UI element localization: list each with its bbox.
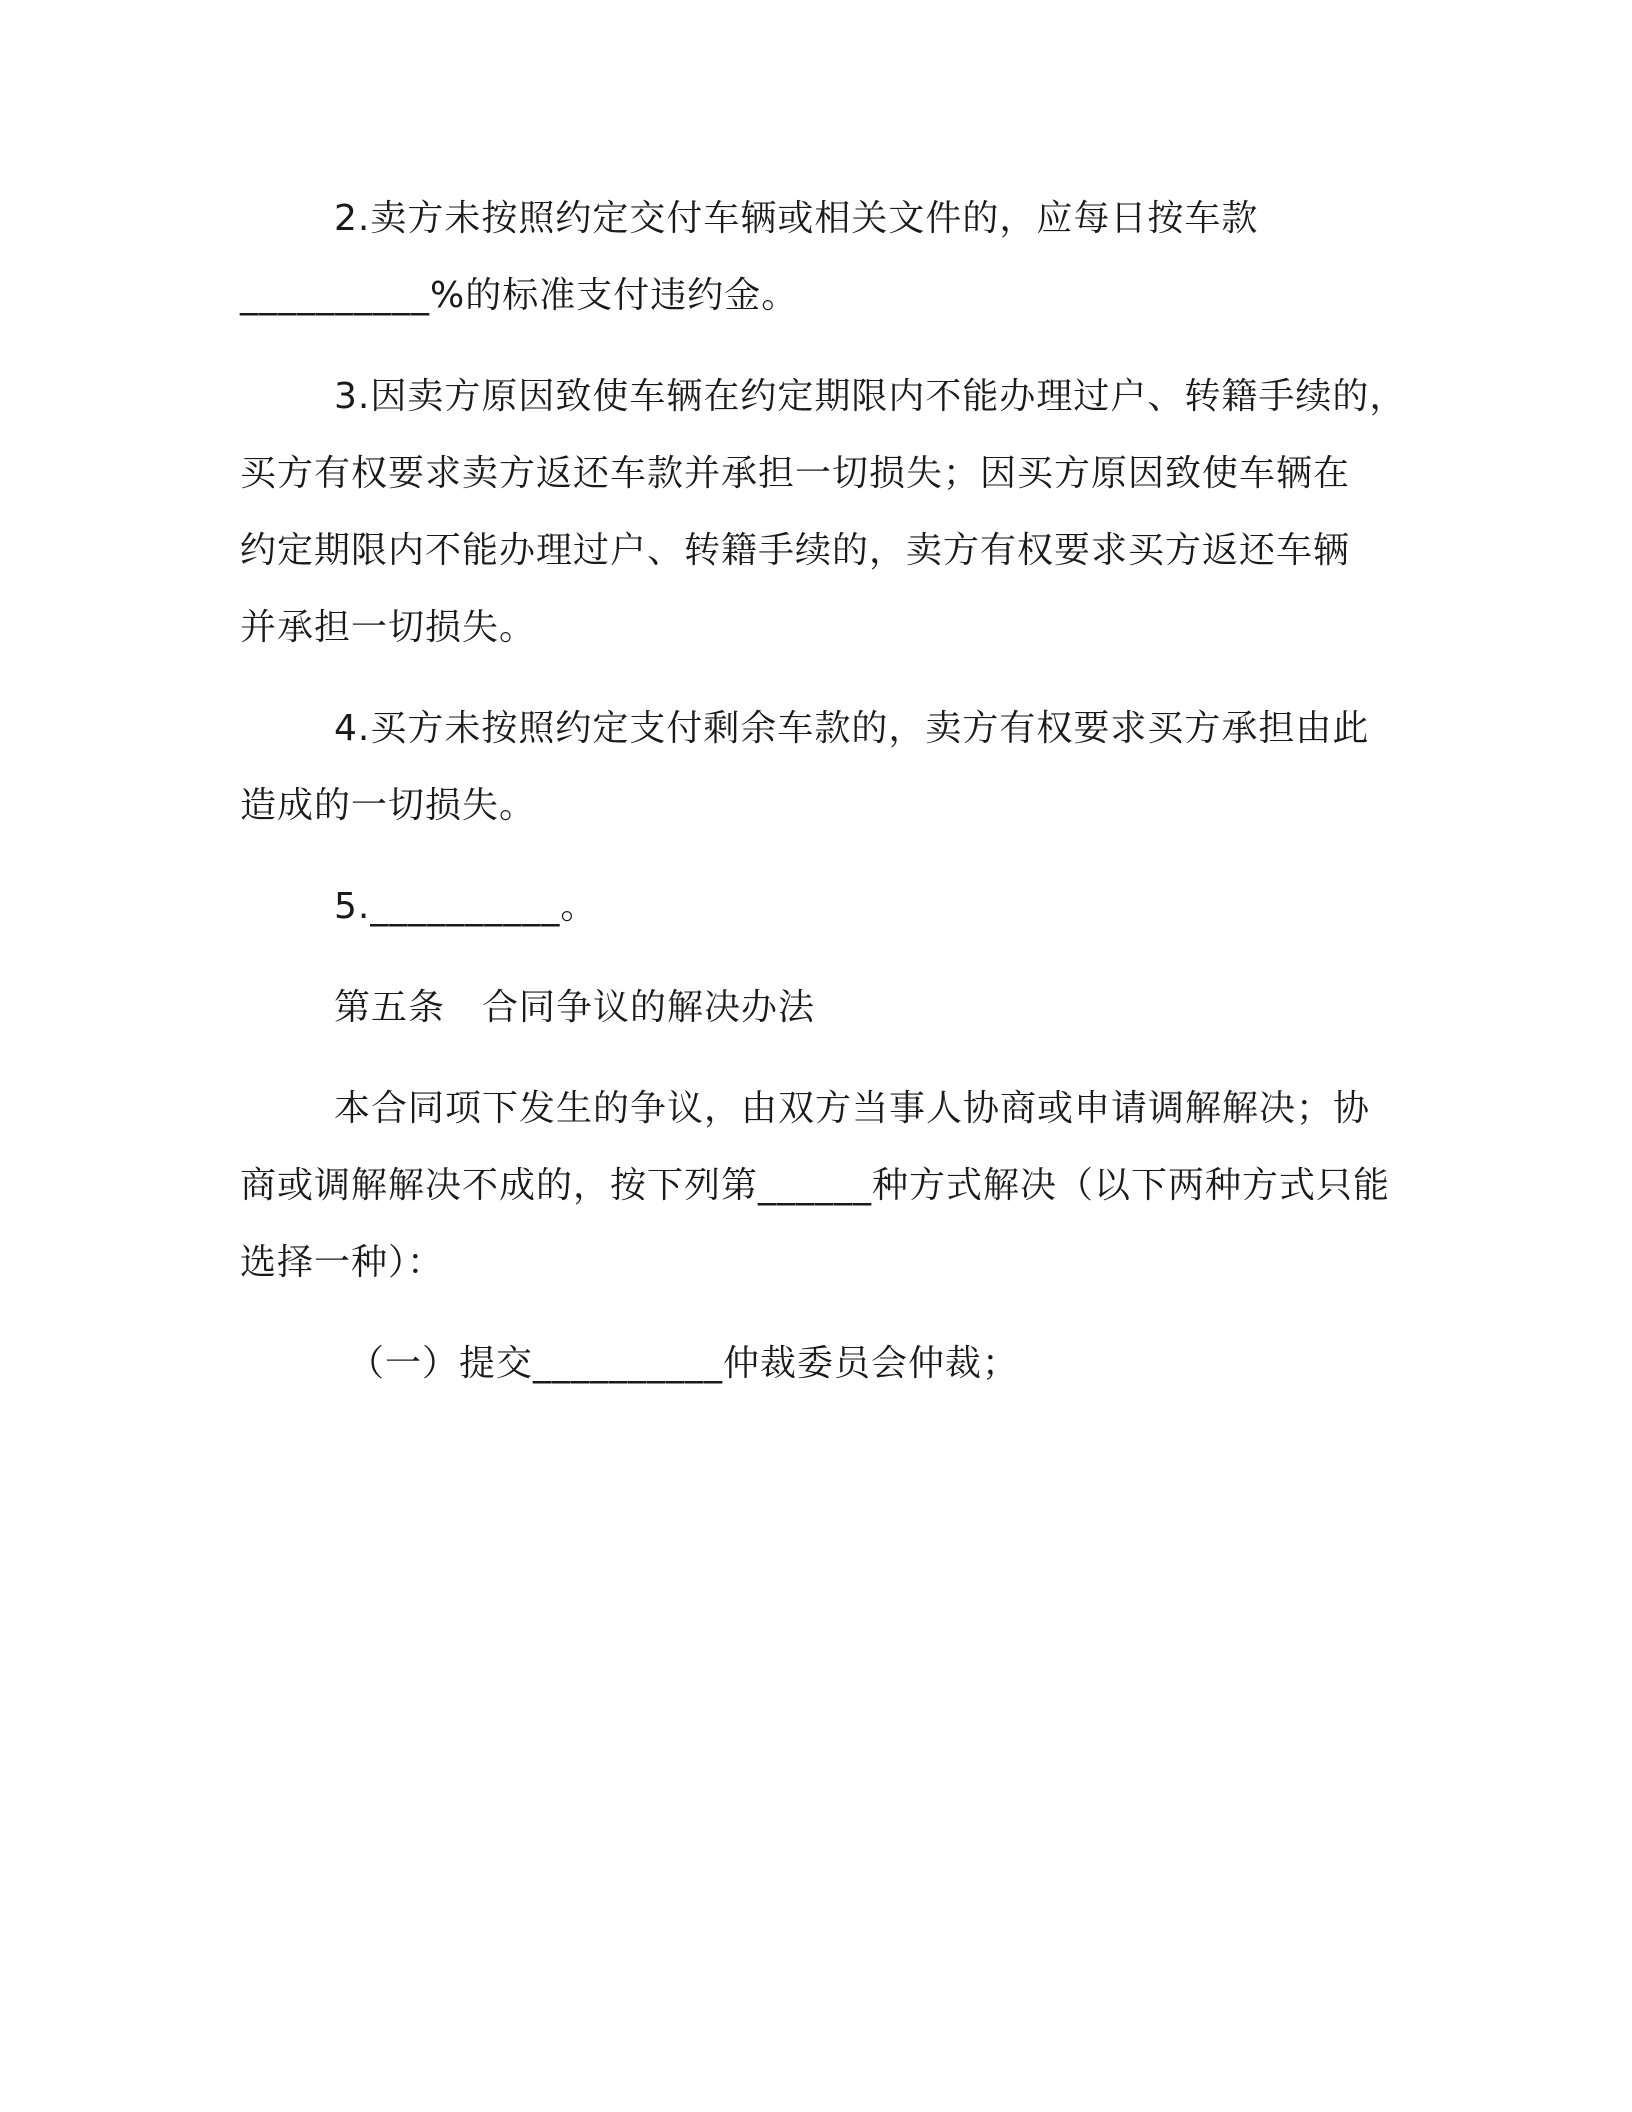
article-5-heading: 第五条 合同争议的解决办法 [334, 987, 816, 1028]
option-1-arbitration: （一）提交__________仲裁委员会仲裁； [348, 1343, 1020, 1384]
clause-4-line-2: 造成的一切损失。 [240, 785, 537, 826]
dispute-paragraph-line-3: 选择一种）： [240, 1242, 445, 1283]
clause-3-line-2: 买方有权要求卖方返还车款并承担一切损失；因买方原因致使车辆在 [240, 453, 1351, 494]
clause-2-line-1: 2.卖方未按照约定交付车辆或相关文件的，应每日按车款 [334, 198, 1259, 239]
clause-3-line-1: 3.因卖方原因致使车辆在约定期限内不能办理过户、转籍手续的， [334, 376, 1407, 417]
clause-4-line-1: 4.买方未按照约定支付剩余车款的，卖方有权要求买方承担由此 [334, 708, 1370, 749]
clause-3-line-4: 并承担一切损失。 [240, 607, 537, 648]
clause-3-line-3: 约定期限内不能办理过户、转籍手续的，卖方有权要求买方返还车辆 [240, 530, 1351, 571]
clause-5-line: 5.__________。 [334, 886, 598, 927]
dispute-paragraph-line-2: 商或调解解决不成的，按下列第______种方式解决（以下两种方式只能 [240, 1165, 1391, 1206]
dispute-paragraph-line-1: 本合同项下发生的争议，由双方当事人协商或申请调解解决；协 [334, 1088, 1371, 1129]
clause-2-line-2: __________%的标准支付违约金。 [240, 275, 799, 316]
